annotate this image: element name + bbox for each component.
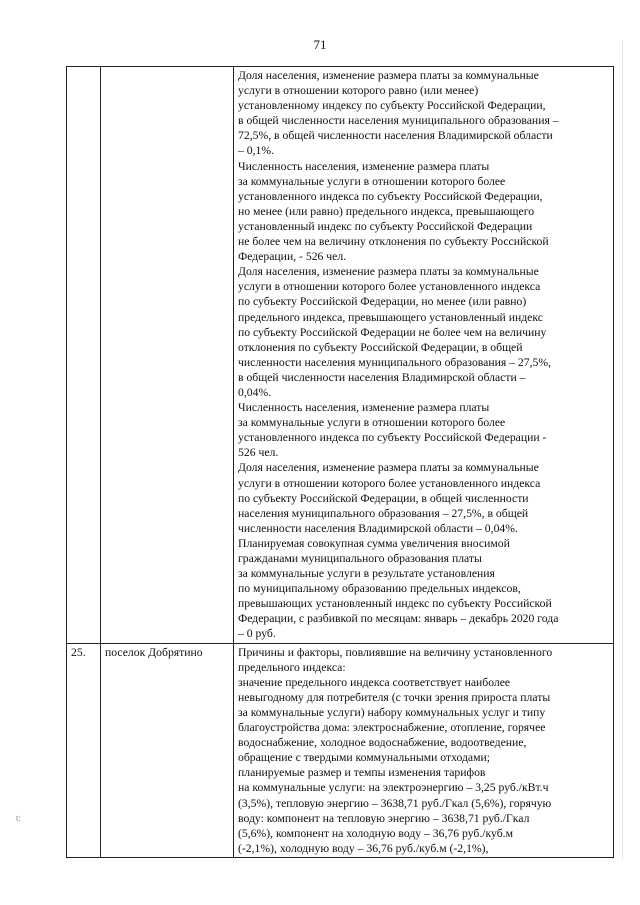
- text-line: установленного индекса по субъекту Российской Федерации -: [238, 431, 547, 445]
- text-line: Численность населения, изменение размера платы: [238, 159, 490, 173]
- page-edge-shadow: [622, 40, 623, 860]
- text-line: – 0,1%.: [238, 144, 275, 158]
- text-line: превышающих установленный индекс по субъекту Российской: [238, 597, 552, 611]
- text-line: но менее (или равно) предельного индекса, превышающего: [238, 204, 535, 218]
- text-line: услуги в отношении которого равно (или менее): [238, 84, 479, 98]
- row-number-cell: [67, 67, 101, 644]
- text-line: на коммунальные услуги: на электроэнергию – 3,25 руб./кВт.ч: [238, 781, 549, 795]
- text-line: за коммунальные услуги в отношении которого более: [238, 416, 506, 430]
- page-number: 71: [313, 37, 327, 52]
- description-cell: [234, 67, 614, 644]
- text-line: – 0 руб.: [238, 627, 276, 641]
- text-line: (-2,1%), холодную воду – 36,76 руб./куб.м (-2,1%),: [238, 841, 489, 855]
- text-line: Федерации, - 526 чел.: [238, 250, 347, 264]
- text-line: по субъекту Российской Федерации, но менее (или равно): [238, 295, 527, 309]
- table-row: [67, 67, 614, 644]
- settlement-cell: [101, 67, 234, 644]
- text-line: (5,6%), компонент на холодную воду – 36,76 руб./куб.м: [238, 826, 513, 840]
- text-line: воду: компонент на тепловую энергию – 3638,71 руб./Гкал: [238, 811, 530, 825]
- text-line: отклонения по субъекту Российской Федерации, в общей: [238, 340, 523, 354]
- text-line: населения муниципального образования – 27,5%, в общей: [238, 506, 529, 520]
- text-line: численности населения муниципального образования – 27,5%,: [238, 355, 552, 369]
- text-line: услуги в отношении которого более установленного индекса: [238, 280, 541, 294]
- text-line: не более чем на величину отклонения по субъекту Российской: [238, 235, 549, 249]
- text-line: Доля населения, изменение размера платы за коммунальные: [238, 461, 539, 475]
- text-line: по муниципальному образованию предельных индексов,: [238, 582, 521, 596]
- text-line: численности населения Владимирской области – 0,04%.: [238, 521, 518, 535]
- text-line: за коммунальные услуги) набору коммунальных услуг и типу: [238, 705, 546, 719]
- text-line: предельного индекса, превышающего установленный индекс: [238, 310, 543, 324]
- text-line: гражданами муниципального образования платы: [238, 552, 482, 565]
- text-line: установленного индекса по субъекту Российской Федерации,: [238, 189, 543, 203]
- text-line: установленный индекс по субъекту Российской Федерации: [238, 219, 533, 233]
- text-line: установленному индексу по субъекту Российской Федерации,: [238, 99, 546, 113]
- text-line: предельного индекса:: [238, 660, 346, 674]
- text-line: за коммунальные услуги в результате установления: [238, 567, 495, 581]
- text-line: по субъекту Российской Федерации, в общей численности: [238, 491, 529, 505]
- text-line: по субъекту Российской Федерации не более чем на величину: [238, 325, 547, 339]
- text-line: водоснабжение, холодное водоснабжение, водоотведение,: [238, 736, 527, 750]
- text-line: благоустройства дома: электроснабжение, отопление, горячее: [238, 721, 546, 735]
- text-line: обращение с твердыми коммунальными отходами;: [238, 751, 491, 765]
- text-line: услуги в отношении которого более установленного индекса: [238, 476, 541, 490]
- text-line: за коммунальные услуги в отношении которого более: [238, 174, 506, 188]
- text-line: 0,04%.: [238, 385, 272, 399]
- text-line: невыгодному для потребителя (с точки зрения прироста платы: [238, 690, 551, 704]
- text-line: в общей численности населения Владимирской области –: [238, 370, 526, 384]
- row-number-cell: 25.: [67, 643, 101, 857]
- text-line: 526 чел.: [238, 446, 279, 460]
- text-line: Причины и факторы, повлиявшие на величину установленного: [238, 645, 553, 659]
- text-line: Федерации, с разбивкой по месяцам: январь – декабрь 2020 года: [238, 612, 559, 626]
- indices-table: [66, 66, 614, 858]
- text-line: Доля населения, изменение размера платы за коммунальные: [238, 69, 539, 82]
- text-line: (3,5%), тепловую энергию – 3638,71 руб./Гкал (5,6%), горячую: [238, 796, 552, 810]
- text-line: 72,5%, в общей численности населения Владимирской области: [238, 129, 553, 143]
- text-line: в общей численности населения муниципального образования –: [238, 114, 559, 128]
- table-row: [67, 643, 614, 857]
- settlement-cell: поселок Добрятино: [101, 643, 234, 857]
- description-cell: [234, 643, 614, 857]
- text-line: Численность населения, изменение размера платы: [238, 401, 490, 415]
- text-line: значение предельного индекса соответствует наиболее: [238, 675, 511, 689]
- text-line: Доля населения, изменение размера платы за коммунальные: [238, 265, 539, 279]
- text-line: Планируемая совокупная сумма увеличения вносимой: [238, 536, 510, 550]
- text-line: планируемые размер и темпы изменения тарифов: [238, 766, 486, 780]
- margin-mark: t:: [16, 813, 22, 823]
